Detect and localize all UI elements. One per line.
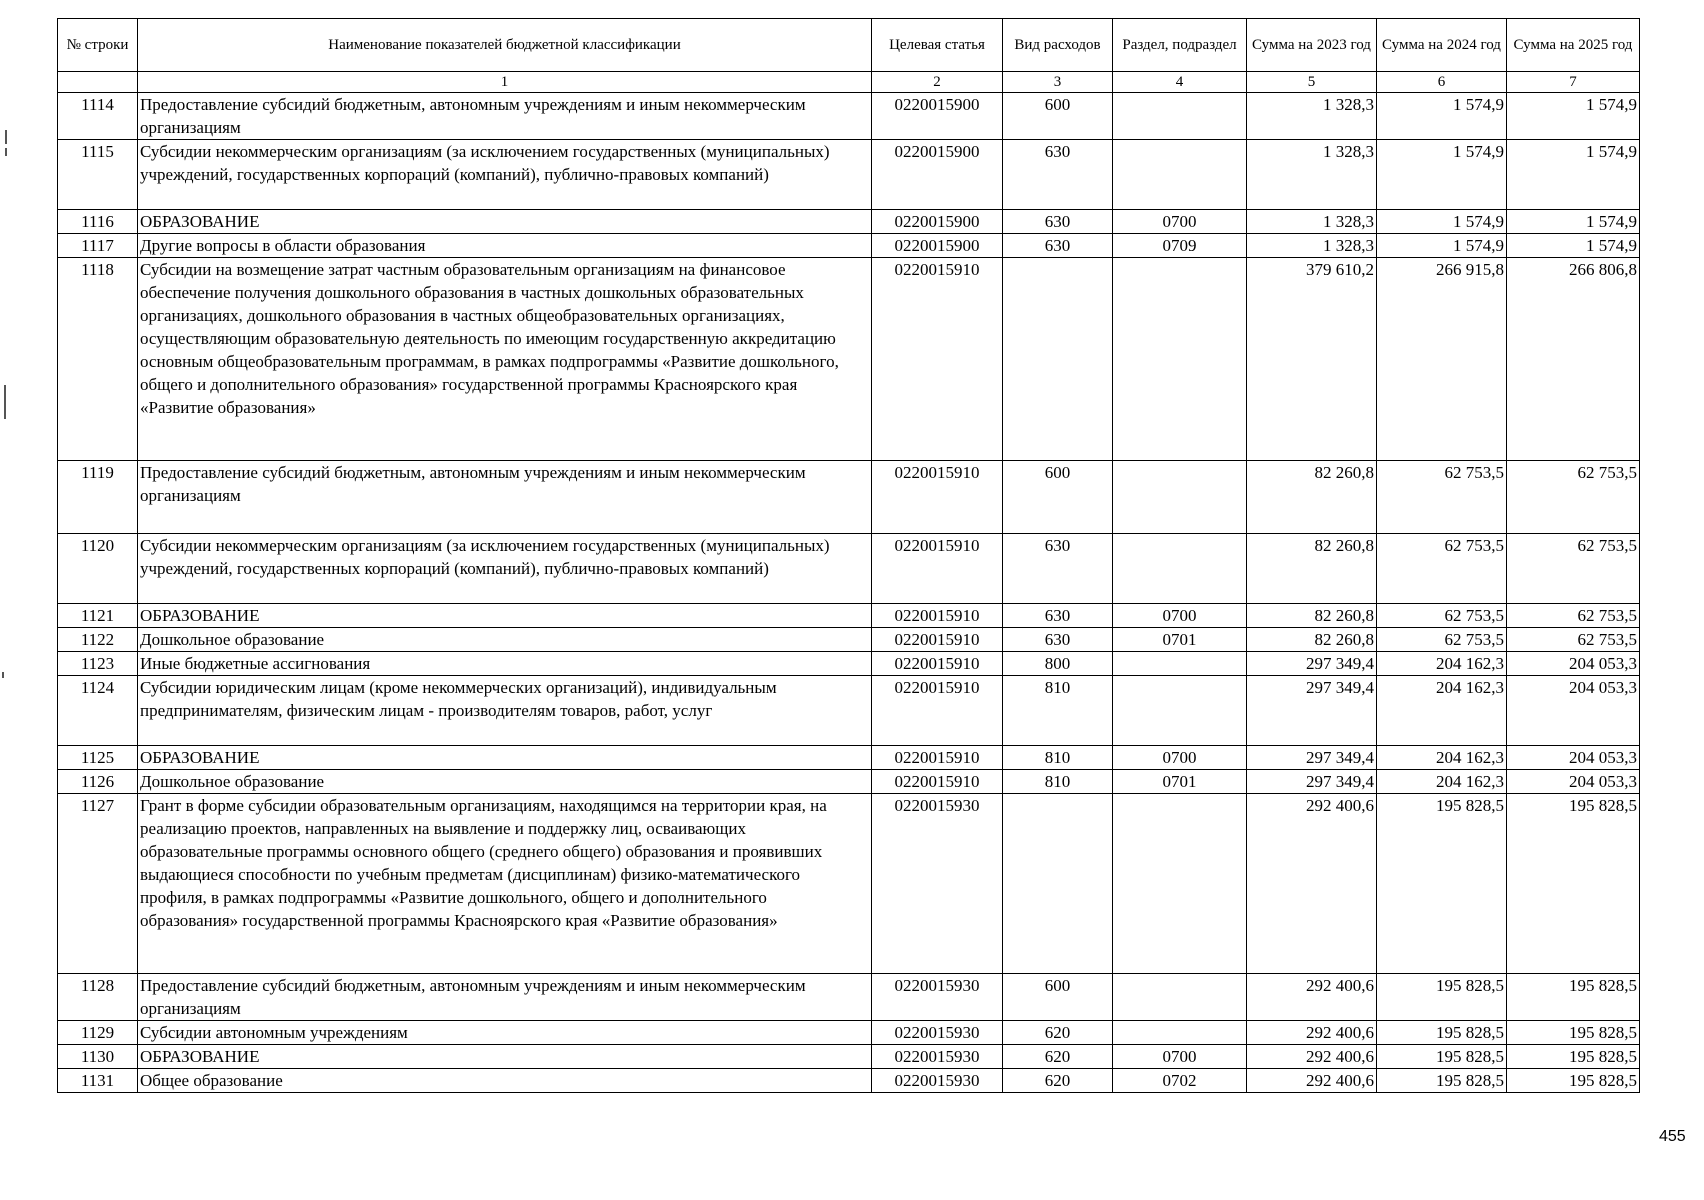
- row-number-cell: 1120: [58, 534, 138, 604]
- expense-type-cell: 630: [1003, 234, 1113, 258]
- sum-2023-cell: 82 260,8: [1247, 604, 1377, 628]
- section-cell: 0709: [1113, 234, 1247, 258]
- table-row: [58, 794, 1640, 974]
- scan-edge-mark: [2, 672, 4, 678]
- section-cell: 0702: [1113, 1069, 1247, 1093]
- column-number: 7: [1507, 72, 1640, 93]
- target-article-cell: 0220015910: [872, 770, 1003, 794]
- target-article-cell: 0220015910: [872, 534, 1003, 604]
- section-cell: [1113, 974, 1247, 1021]
- indicator-name-cell: Субсидии на возмещение затрат частным образовательным организациям на финансовое обеспечение получения дошкольного образования в частных дошкольных образовательных организациях, дошкольного образования в частных общеобразовательных организациях, осуществляющим образовательную деятельность по имеющим государственную аккредитацию основным общеобразовательным программам, в рамках подпрограммы «Развитие дошкольного, общего и дополнительного образования» государственной программы Красноярского края «Развитие образования»: [138, 258, 872, 461]
- sum-2024-cell: 195 828,5: [1377, 1045, 1507, 1069]
- column-number: 2: [872, 72, 1003, 93]
- target-article-cell: 0220015910: [872, 461, 1003, 534]
- row-number-cell: 1122: [58, 628, 138, 652]
- target-article-cell: 0220015910: [872, 746, 1003, 770]
- sum-2025-cell: 1 574,9: [1507, 93, 1640, 140]
- row-number-cell: 1126: [58, 770, 138, 794]
- budget-document: [57, 18, 1640, 1093]
- row-number-cell: 1124: [58, 676, 138, 746]
- expense-type-cell: [1003, 794, 1113, 974]
- target-article-cell: 0220015900: [872, 234, 1003, 258]
- expense-type-cell: 630: [1003, 210, 1113, 234]
- expense-type-cell: 600: [1003, 461, 1113, 534]
- target-article-cell: 0220015930: [872, 974, 1003, 1021]
- target-article-cell: 0220015910: [872, 652, 1003, 676]
- sum-2025-cell: 62 753,5: [1507, 604, 1640, 628]
- sum-2025-cell: 62 753,5: [1507, 534, 1640, 604]
- sum-2023-cell: 292 400,6: [1247, 1021, 1377, 1045]
- header-sum-2024: Сумма на 2024 год: [1377, 19, 1507, 72]
- sum-2023-cell: 297 349,4: [1247, 676, 1377, 746]
- sum-2023-cell: 297 349,4: [1247, 652, 1377, 676]
- sum-2024-cell: 204 162,3: [1377, 770, 1507, 794]
- column-number-blank: [58, 72, 138, 93]
- header-row: [58, 19, 1640, 72]
- table-row: [58, 234, 1640, 258]
- target-article-cell: 0220015930: [872, 794, 1003, 974]
- target-article-cell: 0220015900: [872, 210, 1003, 234]
- scan-edge-mark: [5, 148, 7, 156]
- indicator-name-cell: Иные бюджетные ассигнования: [138, 652, 872, 676]
- expense-type-cell: 630: [1003, 604, 1113, 628]
- header-name: Наименование показателей бюджетной классификации: [138, 19, 872, 72]
- section-cell: [1113, 676, 1247, 746]
- sum-2023-cell: 82 260,8: [1247, 534, 1377, 604]
- table-row: [58, 604, 1640, 628]
- sum-2023-cell: 82 260,8: [1247, 628, 1377, 652]
- row-number-cell: 1125: [58, 746, 138, 770]
- row-number-cell: 1130: [58, 1045, 138, 1069]
- sum-2024-cell: 204 162,3: [1377, 652, 1507, 676]
- column-number: 4: [1113, 72, 1247, 93]
- row-number-cell: 1114: [58, 93, 138, 140]
- sum-2025-cell: 1 574,9: [1507, 210, 1640, 234]
- expense-type-cell: 600: [1003, 93, 1113, 140]
- sum-2024-cell: 195 828,5: [1377, 794, 1507, 974]
- table-row: [58, 628, 1640, 652]
- sum-2024-cell: 195 828,5: [1377, 974, 1507, 1021]
- indicator-name-cell: Предоставление субсидий бюджетным, автономным учреждениям и иным некоммерческим организациям: [138, 974, 872, 1021]
- section-cell: 0701: [1113, 628, 1247, 652]
- sum-2025-cell: 204 053,3: [1507, 652, 1640, 676]
- scan-edge-mark: [4, 385, 6, 419]
- indicator-name-cell: Дошкольное образование: [138, 770, 872, 794]
- table-row: [58, 1045, 1640, 1069]
- expense-type-cell: 810: [1003, 770, 1113, 794]
- target-article-cell: 0220015900: [872, 140, 1003, 210]
- row-number-cell: 1116: [58, 210, 138, 234]
- header-target: Целевая статья: [872, 19, 1003, 72]
- sum-2023-cell: 292 400,6: [1247, 974, 1377, 1021]
- table-row: [58, 258, 1640, 461]
- sum-2023-cell: 1 328,3: [1247, 234, 1377, 258]
- section-cell: [1113, 258, 1247, 461]
- sum-2024-cell: 62 753,5: [1377, 461, 1507, 534]
- table-row: [58, 461, 1640, 534]
- sum-2023-cell: 82 260,8: [1247, 461, 1377, 534]
- sum-2025-cell: 62 753,5: [1507, 461, 1640, 534]
- expense-type-cell: 630: [1003, 534, 1113, 604]
- row-number-cell: 1127: [58, 794, 138, 974]
- table-row: [58, 140, 1640, 210]
- sum-2023-cell: 292 400,6: [1247, 1069, 1377, 1093]
- target-article-cell: 0220015900: [872, 93, 1003, 140]
- budget-table: [57, 18, 1640, 1093]
- indicator-name-cell: Предоставление субсидий бюджетным, автономным учреждениям и иным некоммерческим организациям: [138, 93, 872, 140]
- row-number-cell: 1121: [58, 604, 138, 628]
- header-sum-2025: Сумма на 2025 год: [1507, 19, 1640, 72]
- sum-2025-cell: 204 053,3: [1507, 746, 1640, 770]
- sum-2025-cell: 195 828,5: [1507, 1045, 1640, 1069]
- expense-type-cell: 810: [1003, 746, 1113, 770]
- indicator-name-cell: Другие вопросы в области образования: [138, 234, 872, 258]
- sum-2023-cell: 1 328,3: [1247, 140, 1377, 210]
- sum-2025-cell: 1 574,9: [1507, 234, 1640, 258]
- header-section: Раздел, подраздел: [1113, 19, 1247, 72]
- indicator-name-cell: Субсидии некоммерческим организациям (за исключением государственных (муниципальных) учреждений, государственных корпораций (компаний), публично-правовых компаний): [138, 140, 872, 210]
- expense-type-cell: 620: [1003, 1045, 1113, 1069]
- section-cell: [1113, 140, 1247, 210]
- table-row: [58, 974, 1640, 1021]
- indicator-name-cell: Субсидии юридическим лицам (кроме некоммерческих организаций), индивидуальным предпринимателям, физическим лицам - производителям товаров, работ, услуг: [138, 676, 872, 746]
- sum-2024-cell: 1 574,9: [1377, 93, 1507, 140]
- expense-type-cell: 800: [1003, 652, 1113, 676]
- target-article-cell: 0220015930: [872, 1069, 1003, 1093]
- row-number-cell: 1119: [58, 461, 138, 534]
- table-row: [58, 93, 1640, 140]
- indicator-name-cell: Субсидии некоммерческим организациям (за исключением государственных (муниципальных) учреждений, государственных корпораций (компаний), публично-правовых компаний): [138, 534, 872, 604]
- column-number: 5: [1247, 72, 1377, 93]
- column-number: 3: [1003, 72, 1113, 93]
- sum-2025-cell: 195 828,5: [1507, 1069, 1640, 1093]
- sum-2025-cell: 204 053,3: [1507, 676, 1640, 746]
- sum-2024-cell: 1 574,9: [1377, 210, 1507, 234]
- row-number-cell: 1131: [58, 1069, 138, 1093]
- table-row: [58, 746, 1640, 770]
- target-article-cell: 0220015910: [872, 676, 1003, 746]
- table-row: [58, 652, 1640, 676]
- sum-2025-cell: 266 806,8: [1507, 258, 1640, 461]
- indicator-name-cell: ОБРАЗОВАНИЕ: [138, 746, 872, 770]
- indicator-name-cell: Общее образование: [138, 1069, 872, 1093]
- sum-2024-cell: 204 162,3: [1377, 746, 1507, 770]
- sum-2024-cell: 62 753,5: [1377, 534, 1507, 604]
- sum-2024-cell: 195 828,5: [1377, 1021, 1507, 1045]
- section-cell: [1113, 794, 1247, 974]
- indicator-name-cell: Субсидии автономным учреждениям: [138, 1021, 872, 1045]
- table-row: [58, 1069, 1640, 1093]
- table-row: [58, 1021, 1640, 1045]
- sum-2024-cell: 1 574,9: [1377, 234, 1507, 258]
- sum-2024-cell: 62 753,5: [1377, 628, 1507, 652]
- section-cell: 0701: [1113, 770, 1247, 794]
- section-cell: 0700: [1113, 1045, 1247, 1069]
- section-cell: 0700: [1113, 210, 1247, 234]
- sum-2025-cell: 1 574,9: [1507, 140, 1640, 210]
- target-article-cell: 0220015910: [872, 604, 1003, 628]
- target-article-cell: 0220015930: [872, 1045, 1003, 1069]
- page-number: 455: [1659, 1128, 1686, 1145]
- indicator-name-cell: ОБРАЗОВАНИЕ: [138, 210, 872, 234]
- section-cell: [1113, 461, 1247, 534]
- expense-type-cell: 620: [1003, 1069, 1113, 1093]
- section-cell: [1113, 534, 1247, 604]
- sum-2023-cell: 297 349,4: [1247, 770, 1377, 794]
- sum-2024-cell: 204 162,3: [1377, 676, 1507, 746]
- sum-2024-cell: 195 828,5: [1377, 1069, 1507, 1093]
- expense-type-cell: 630: [1003, 628, 1113, 652]
- table-row: [58, 770, 1640, 794]
- row-number-cell: 1128: [58, 974, 138, 1021]
- table-row: [58, 676, 1640, 746]
- section-cell: [1113, 652, 1247, 676]
- table-row: [58, 534, 1640, 604]
- column-number: 1: [138, 72, 872, 93]
- sum-2025-cell: 195 828,5: [1507, 974, 1640, 1021]
- sum-2025-cell: 195 828,5: [1507, 794, 1640, 974]
- sum-2024-cell: 1 574,9: [1377, 140, 1507, 210]
- sum-2024-cell: 62 753,5: [1377, 604, 1507, 628]
- target-article-cell: 0220015930: [872, 1021, 1003, 1045]
- indicator-name-cell: ОБРАЗОВАНИЕ: [138, 604, 872, 628]
- row-number-cell: 1117: [58, 234, 138, 258]
- header-sum-2023: Сумма на 2023 год: [1247, 19, 1377, 72]
- header-row-no: № строки: [58, 19, 138, 72]
- section-cell: [1113, 93, 1247, 140]
- row-number-cell: 1115: [58, 140, 138, 210]
- sum-2025-cell: 204 053,3: [1507, 770, 1640, 794]
- row-number-cell: 1129: [58, 1021, 138, 1045]
- expense-type-cell: 630: [1003, 140, 1113, 210]
- indicator-name-cell: Дошкольное образование: [138, 628, 872, 652]
- expense-type-cell: 600: [1003, 974, 1113, 1021]
- column-number-row: [58, 72, 1640, 93]
- table-row: [58, 210, 1640, 234]
- expense-type-cell: 620: [1003, 1021, 1113, 1045]
- section-cell: 0700: [1113, 746, 1247, 770]
- indicator-name-cell: Предоставление субсидий бюджетным, автономным учреждениям и иным некоммерческим организациям: [138, 461, 872, 534]
- target-article-cell: 0220015910: [872, 628, 1003, 652]
- sum-2023-cell: 379 610,2: [1247, 258, 1377, 461]
- sum-2025-cell: 62 753,5: [1507, 628, 1640, 652]
- row-number-cell: 1118: [58, 258, 138, 461]
- expense-type-cell: [1003, 258, 1113, 461]
- target-article-cell: 0220015910: [872, 258, 1003, 461]
- sum-2023-cell: 292 400,6: [1247, 794, 1377, 974]
- table-body: [58, 93, 1640, 1093]
- sum-2023-cell: 297 349,4: [1247, 746, 1377, 770]
- sum-2024-cell: 266 915,8: [1377, 258, 1507, 461]
- section-cell: 0700: [1113, 604, 1247, 628]
- sum-2023-cell: 1 328,3: [1247, 93, 1377, 140]
- indicator-name-cell: Грант в форме субсидии образовательным организациям, находящимся на территории края, на реализацию проектов, направленных на выявление и поддержку лиц, осваивающих образовательные программы основного общего (среднего общего) образования и проявивших выдающиеся способности по учебным предметам (дисциплинам) физико-математического профиля, в рамках подпрограммы «Развитие дошкольного, общего и дополнительного образования» государственной программы Красноярского края «Развитие образования»: [138, 794, 872, 974]
- sum-2025-cell: 195 828,5: [1507, 1021, 1640, 1045]
- scan-edge-mark: [5, 130, 7, 144]
- header-expense-type: Вид расходов: [1003, 19, 1113, 72]
- sum-2023-cell: 1 328,3: [1247, 210, 1377, 234]
- section-cell: [1113, 1021, 1247, 1045]
- indicator-name-cell: ОБРАЗОВАНИЕ: [138, 1045, 872, 1069]
- column-number: 6: [1377, 72, 1507, 93]
- expense-type-cell: 810: [1003, 676, 1113, 746]
- row-number-cell: 1123: [58, 652, 138, 676]
- sum-2023-cell: 292 400,6: [1247, 1045, 1377, 1069]
